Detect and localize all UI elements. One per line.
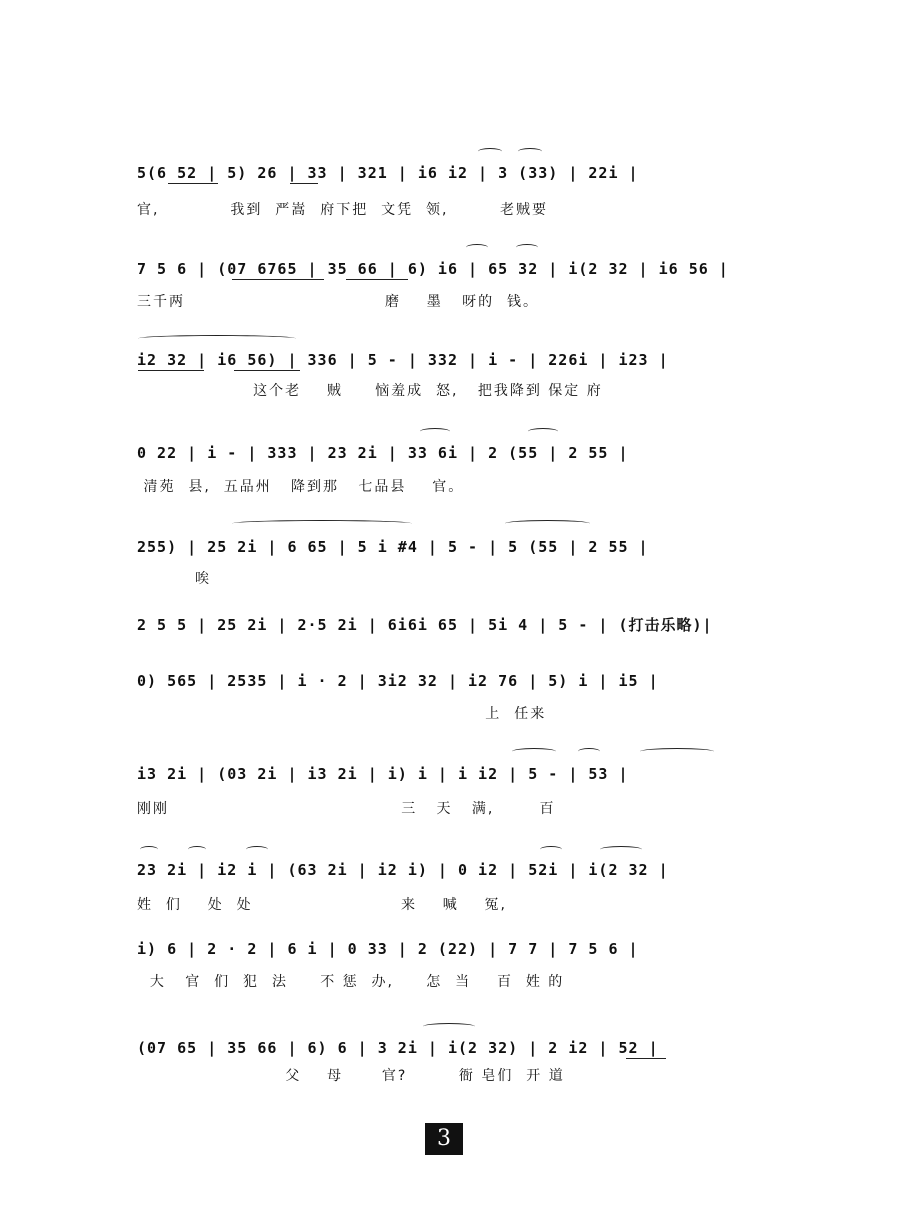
notation-line: i) 6 | 2 · 2 | 6 i | 0 33 | 2 (22) | 7 7 | 7 5 6 | — [137, 940, 639, 958]
lyric-line: 刚刚 三 天 满, 百 — [137, 801, 556, 817]
notation-line: i3 2i | (03 2i | i3 2i | i) i | i i2 | 5 - | 53 | — [137, 765, 629, 783]
lyric-line: 官, 我到 严嵩 府下把 文凭 领, 老贼要 — [137, 202, 549, 218]
notation-line: 2 5 5 | 25 2i | 2·5 2i | 6i6i 65 | 5i 4 | 5 - | (打击乐略)| — [137, 616, 713, 634]
lyric-line: 这个老 贼 恼羞成 怒, 把我降到 保定 府 — [137, 383, 603, 399]
notation-line: 0 22 | i - | 333 | 23 2i | 33 6i | 2 (55 | 2 55 | — [137, 444, 629, 462]
beam-line — [346, 279, 408, 280]
slur-mark — [578, 748, 600, 755]
notation-line: 23 2i | i2 i | (63 2i | i2 i) | 0 i2 | 52i | i(2 32 | — [137, 861, 669, 879]
beam-line — [232, 279, 324, 280]
slur-mark — [246, 846, 268, 853]
beam-line — [234, 370, 300, 371]
lyric-line: 父 母 官? 衙 皂们 开 道 — [137, 1068, 565, 1084]
lyric-line: 清苑 县, 五品州 降到那 七品县 官。 — [137, 479, 465, 495]
slur-mark — [140, 846, 158, 853]
slur-mark — [505, 520, 590, 527]
slur-mark — [188, 846, 206, 853]
lyric-line: 姓 们 处 处 来 喊 冤, — [137, 897, 508, 913]
notation-line: (07 65 | 35 66 | 6) 6 | 3 2i | i(2 32) | 2 i2 | 52 | — [137, 1039, 659, 1057]
beam-line — [626, 1058, 666, 1059]
notation-line: 5(6 52 | 5) 26 | 33 | 321 | i6 i2 | 3 (33) | 22i | — [137, 164, 639, 182]
page-number: 3 — [425, 1123, 463, 1155]
slur-mark — [478, 148, 502, 155]
slur-mark — [138, 335, 296, 342]
notation-line: i2 32 | i6 56) | 336 | 5 - | 332 | i - | 226i | i23 | — [137, 351, 669, 369]
lyric-line: 唉 — [137, 571, 212, 587]
lyric-line: 大 官 们 犯 法 不 惩 办, 怎 当 百 姓 的 — [137, 974, 565, 990]
slur-mark — [600, 846, 642, 853]
lyric-line: 上 任来 — [137, 706, 547, 722]
slur-mark — [640, 748, 714, 755]
notation-line: 255) | 25 2i | 6 65 | 5 i #4 | 5 - | 5 (55 | 2 55 | — [137, 538, 649, 556]
slur-mark — [540, 846, 562, 853]
slur-mark — [512, 748, 556, 755]
beam-line — [168, 183, 218, 184]
slur-mark — [516, 244, 538, 251]
slur-mark — [528, 428, 558, 435]
slur-mark — [232, 520, 412, 527]
notation-line: 0) 565 | 2535 | i · 2 | 3i2 32 | i2 76 | 5) i | i5 | — [137, 672, 659, 690]
slur-mark — [420, 428, 450, 435]
slur-mark — [423, 1023, 475, 1030]
beam-line — [290, 183, 318, 184]
beam-line — [138, 370, 204, 371]
notation-line: 7 5 6 | (07 6765 | 35 66 | 6) i6 | 65 32 | i(2 32 | i6 56 | — [137, 260, 729, 278]
slur-mark — [518, 148, 542, 155]
lyric-line: 三千两 磨 墨 呀的 钱。 — [137, 294, 540, 310]
slur-mark — [466, 244, 488, 251]
